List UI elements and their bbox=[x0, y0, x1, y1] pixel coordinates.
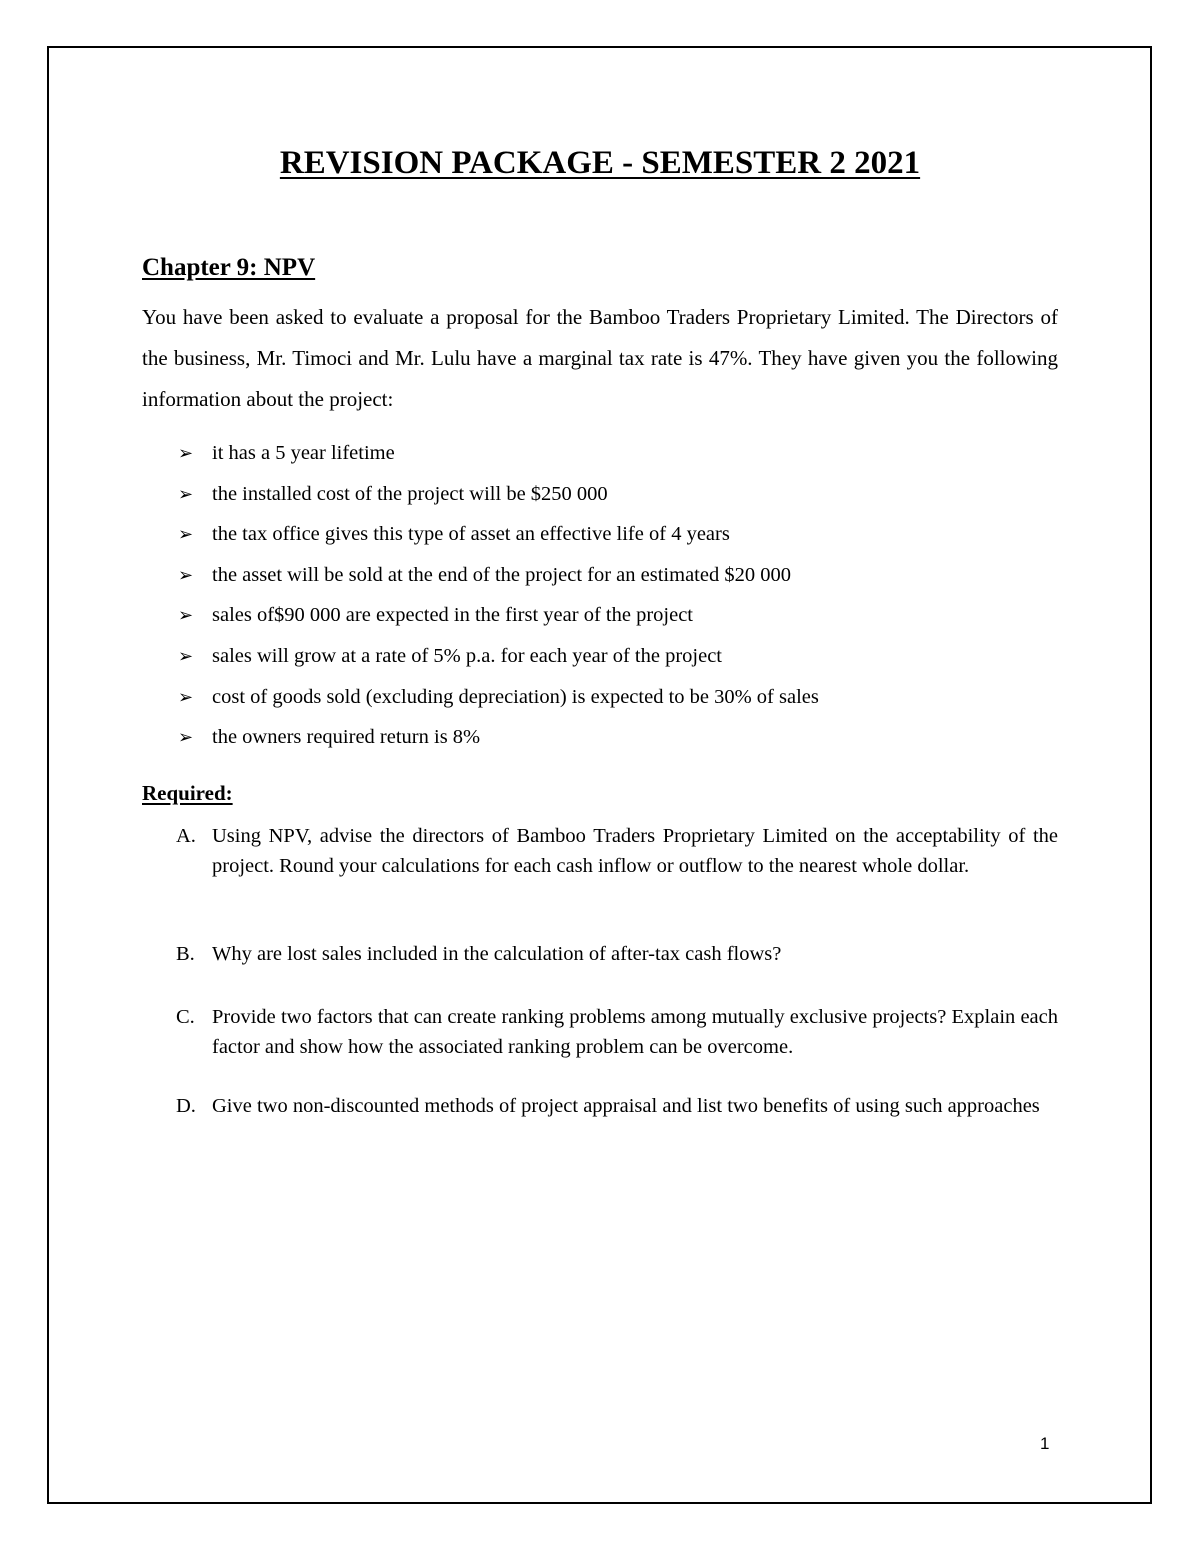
list-item bbox=[142, 514, 1058, 555]
question-text: Give two non-discounted methods of project appraisal and list two benefits of using such approaches bbox=[212, 1095, 1040, 1117]
list-item-text: the installed cost of the project will be $250 000 bbox=[212, 482, 608, 505]
list-item bbox=[142, 474, 1058, 515]
arrow-bullet-icon: ➢ bbox=[178, 645, 194, 667]
list-item-text: the owners required return is 8% bbox=[212, 726, 481, 749]
list-item bbox=[142, 717, 1058, 758]
arrow-bullet-icon: ➢ bbox=[178, 605, 194, 627]
question-c bbox=[142, 1003, 1058, 1062]
page-number: 1 bbox=[1040, 1434, 1050, 1453]
list-item-text: sales will grow at a rate of 5% p.a. for each year of the project bbox=[212, 644, 722, 667]
list-item bbox=[142, 595, 1058, 636]
question-text: Provide two factors that can create ranking problems among mutually exclusive projects? Explain each factor and show how the associated ranking problem can be overcome. bbox=[212, 1006, 1058, 1058]
question-letter: B. bbox=[176, 943, 195, 965]
list-item bbox=[142, 555, 1058, 596]
project-info-list bbox=[142, 433, 1058, 758]
intro-paragraph: You have been asked to evaluate a proposal for the Bamboo Traders Proprietary Limited. The Directors of the business, Mr. Timoci and Mr. Lulu have a marginal tax rate is 47%. They have given you the following information about the project: bbox=[142, 305, 1058, 411]
list-item-text: cost of goods sold (excluding depreciation) is expected to be 30% of sales bbox=[212, 685, 819, 708]
question-a bbox=[142, 822, 1058, 881]
arrow-bullet-icon: ➢ bbox=[178, 524, 194, 546]
arrow-bullet-icon: ➢ bbox=[178, 564, 194, 586]
arrow-bullet-icon: ➢ bbox=[178, 483, 194, 505]
document-title: REVISION PACKAGE - SEMESTER 2 2021 bbox=[279, 145, 921, 181]
list-item bbox=[142, 433, 1058, 474]
question-d bbox=[142, 1092, 1058, 1122]
question-b bbox=[142, 940, 1058, 970]
list-item bbox=[142, 677, 1058, 718]
list-item-text: the tax office gives this type of asset an effective life of 4 years bbox=[212, 523, 730, 546]
question-letter: A. bbox=[176, 825, 196, 847]
arrow-bullet-icon: ➢ bbox=[178, 727, 194, 749]
question-text: Why are lost sales included in the calculation of after-tax cash flows? bbox=[212, 943, 782, 965]
list-item bbox=[142, 636, 1058, 677]
arrow-bullet-icon: ➢ bbox=[178, 443, 194, 464]
list-item-text: sales of$90 000 are expected in the first year of the project bbox=[212, 604, 693, 627]
question-letter: C. bbox=[176, 1006, 195, 1028]
chapter-heading: Chapter 9: NPV bbox=[142, 254, 316, 281]
arrow-bullet-icon: ➢ bbox=[178, 686, 194, 708]
required-heading: Required: bbox=[142, 781, 233, 805]
list-item-text: the asset will be sold at the end of the project for an estimated $20 000 bbox=[212, 563, 791, 586]
question-letter: D. bbox=[176, 1095, 196, 1117]
list-item-text: it has a 5 year lifetime bbox=[212, 442, 395, 464]
question-text: Using NPV, advise the directors of Bamboo Traders Proprietary Limited on the acceptability of the project. Round your calculations for each cash inflow or outflow to the nearest whole dollar. bbox=[212, 825, 1058, 877]
